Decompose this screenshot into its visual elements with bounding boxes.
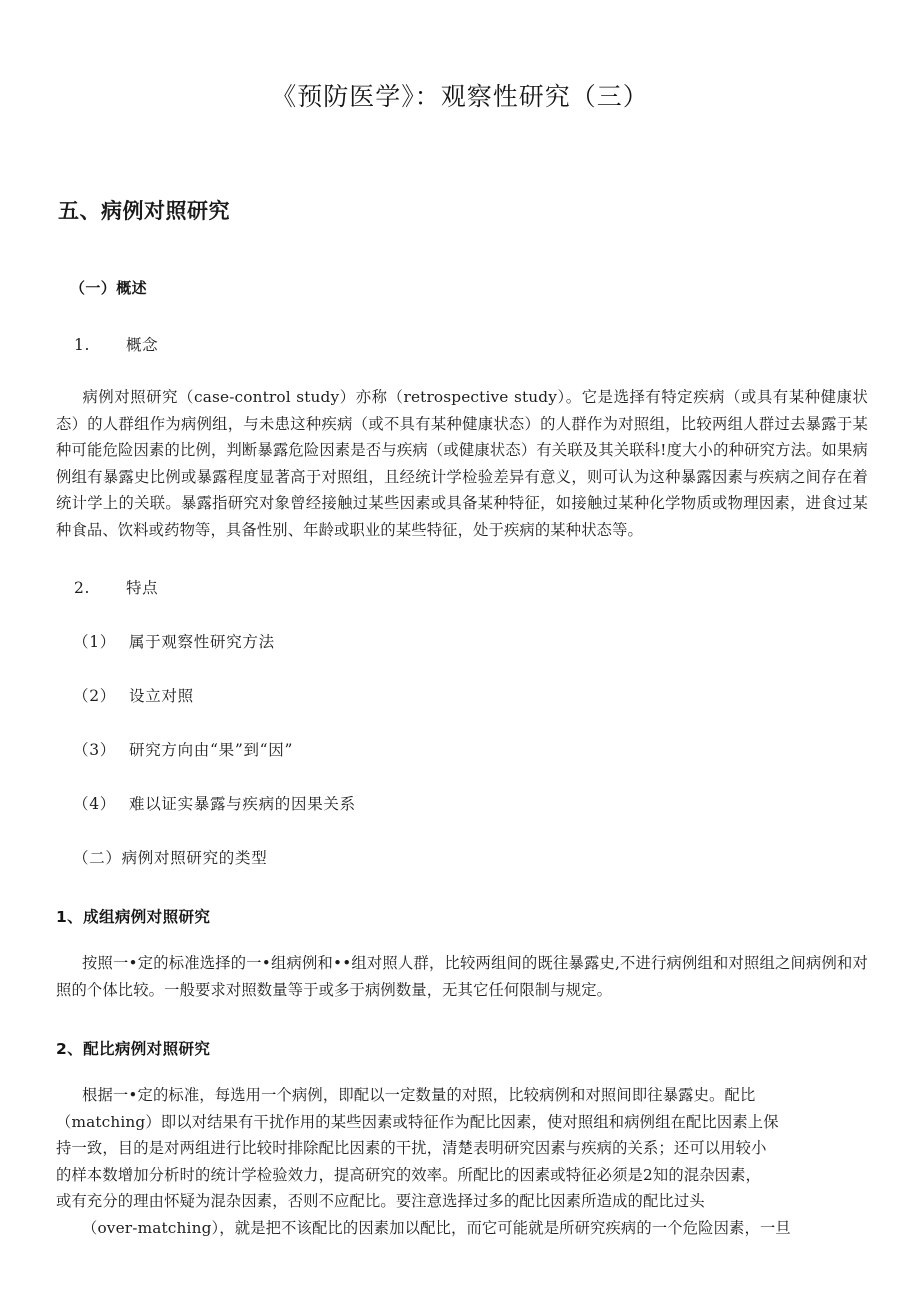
paragraph-line-5: 或有充分的理由怀疑为混杂因素，否则不应配比。要注意选择过多的配比因素所造成的配比过头 — [56, 1192, 705, 1210]
paragraph-concept-text: 病例对照研究（case-control study）亦称（retrospective study）。它是选择有特定疾病（或具有某种健康状态）的人群组作为病例组，与未患这种疾病（或不具有某种健康状态）的人群作为对照组，比较两组人群过去暴露于某种可能危险因素的比例，判断暴露危险因素是否与疾病（或健康状态）有关联及其关联科!度大小的种研究方法。如果病例组有暴露史比例或暴露程度显著高于对照组，且经统计学检验差异有意义，则可认为这种暴露因素与疾病之间存在着统计学上的关联。暴露指研究对象曾经接触过某些因素或具备某种特征，如接触过某种化学物质或物理因素，进食过某种食品、饮料或药物等，具备性别、年龄或职业的某些特征，处于疾病的某种状态等。 — [56, 388, 868, 539]
list-item-feature-1-number: （1） — [73, 633, 116, 651]
list-item-feature-4 — [0, 763, 920, 817]
numbered-item-concept-label: 概念 — [126, 336, 159, 354]
paragraph-matched-case-control — [0, 1062, 920, 1241]
paragraph-group-case-control-text: 按照一•定的标准选择的一•组病例和••组对照人群，比较两组间的既往暴露史,不进行病例组和对照组之间病例和对照的个体比较。一般要求对照数量等于或多于病例数量，无其它任何限制与规定。 — [56, 954, 868, 999]
list-item-feature-4-number: （4） — [73, 795, 116, 813]
list-item-feature-1-text: 属于观察性研究方法 — [129, 633, 275, 651]
list-item-feature-4-text: 难以证实暴露与疾病的因果关系 — [129, 795, 356, 813]
numbered-item-features-number: 2. — [74, 579, 90, 597]
paragraph-line-1-text: 根据一•定的标准，每选用一个病例，即配以一定数量的对照，比较病例和对照间即往暴露史。配比 — [82, 1086, 756, 1104]
paragraph-concept-definition — [0, 358, 920, 543]
numbered-item-concept — [0, 300, 920, 358]
section-heading-case-control-study: 五、病例对照研究 — [58, 199, 230, 223]
list-item-feature-3-number: （3） — [73, 741, 116, 759]
paragraph-line-6-text: （over-matching），就是把不该配比的因素加以配比，而它可能就是所研究疾病的一个危险因素，一旦 — [82, 1218, 791, 1237]
numbered-item-concept-number: 1. — [74, 336, 90, 354]
paragraph-line-1 — [56, 1082, 868, 1109]
paragraph-group-case-control — [0, 930, 920, 1003]
subsection-heading-types: （二）病例对照研究的类型 — [73, 849, 268, 867]
list-item-feature-2-text: 设立对照 — [129, 687, 194, 705]
list-item-feature-3 — [0, 709, 920, 763]
subsection-heading-overview: （一）概述 — [70, 279, 148, 297]
list-item-feature-2-number: （2） — [73, 687, 116, 705]
paragraph-line-3: 持一致，目的是对两组进行比较时排除配比因素的干扰，清楚表明研究因素与疾病的关系；还可以用较小 — [56, 1139, 767, 1157]
heading-matched-case-control-study: 2、配比病例对照研究 — [56, 1040, 211, 1058]
list-item-feature-1 — [0, 601, 920, 655]
paragraph-line-2: （matching）即以对结果有干扰作用的某些因素或特征作为配比因素，使对照组和病例组在配比因素上保 — [56, 1112, 779, 1131]
numbered-item-features-label: 特点 — [126, 579, 159, 597]
page-title: 《预防医学》：观察性研究（三） — [271, 82, 649, 111]
list-item-feature-2 — [0, 655, 920, 709]
numbered-item-features — [0, 543, 920, 601]
list-item-feature-3-text: 研究方向由“果”到“因” — [129, 741, 294, 759]
heading-group-case-control-study: 1、成组病例对照研究 — [56, 908, 211, 926]
paragraph-line-4: 的样本数增加分析时的统计学检验效力，提高研究的效率。所配比的因素或特征必须是2知的混杂因素， — [56, 1165, 761, 1184]
paragraph-line-6 — [56, 1215, 868, 1242]
